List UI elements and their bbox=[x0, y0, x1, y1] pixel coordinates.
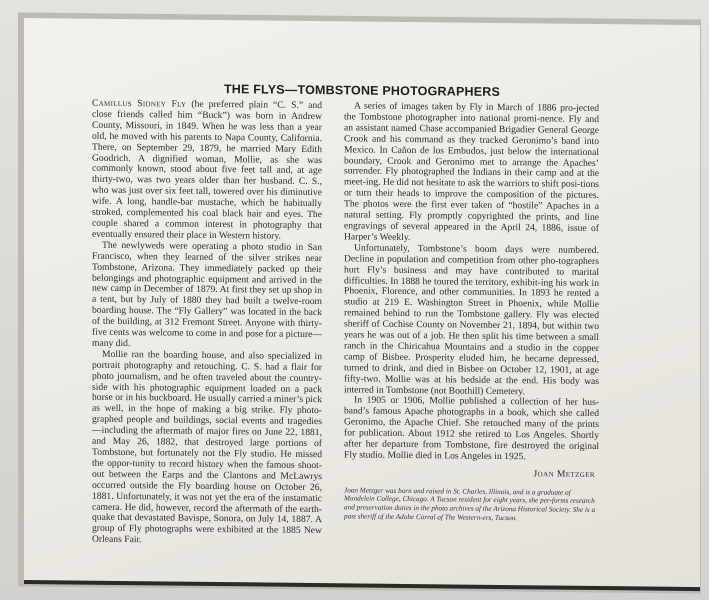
left-column bbox=[92, 99, 322, 549]
paragraph: Mollie ran the boarding house, and also specialized in portrait photography and retouching. C. S. had a flair for photo journalism, and he often traveled about the country-side with his photographic equipment loaded on a pack horse or in his buckboard. He usually carried a miner’s pick as well, in the hope of making a big strike. Fly photo-graphed people and buildings, social events and tragedies—including the aftermath of major fires on June 22, 1881, and May 26, 1882, that destroyed large portions of Tombstone, but fortunately not the Fly studio. He missed the oppor-tunity to record history when the famous shoot-out between the Earps and the Clantons and McLawrys occurred outside the Fly boarding house on October 26, 1881. Unfortunately, it was not yet the era of the instamatic camera. He did, however, record the aftermath of the earth-quake that devastated Bavispe, Sonora, on July 14, 1887. A group of Fly photographs were exhibited at the 1885 New Orleans Fair. bbox=[92, 348, 322, 546]
paragraph: In 1905 or 1906, Mollie published a collection of her hus-band’s famous Apache photographs in a book, which she called Geronimo, the Apache Chief. She retouched many of the prints for publication. About 1912 she retired to Los Angeles. Shortly after her departure from Tombstone, fire destroyed the original Fly studio. Mollie died in Los Angeles in 1925. bbox=[344, 394, 599, 463]
page-title: THE FLYS—TOMBSTONE PHOTOGRAPHERS bbox=[223, 82, 501, 99]
paragraph: Unfortunately, Tombstone’s boom days were numbered. Decline in population and competition from other pho-tographers hurt Fly’s business and may have contributed to marital difficulties. In 1888 he toured the territory, exhibit-ing his work in Phoenix, Florence, and other communities. In 1893 he rented a studio at 219 E. Washington Street in Phoenix, while Mollie remained behind to run the Tombstone gallery. Fly was elected sheriff of Cochise County on November 21, 1894, but within two years he was out of a job. He then split his time between a small ranch in the Chiricahua Mountains and a studio in the copper camp of Bisbee. Prosperity eluded him, he became depressed, turned to drink, and died in Bisbee on October 12, 1901, at age fifty-two. Mollie was at his bedside at the end. His body was interred in Tombstone (not Boothill) Cemetery. bbox=[344, 242, 599, 397]
author-signature: Joan Metzger bbox=[533, 468, 595, 480]
exhibit-panel bbox=[24, 18, 700, 591]
author-bio: Joan Metzger was born and raised in St. Charles, Illinois, and is a graduate of Mundelein College, Chicago. A Tucson resident for eight years, she per-forms research and preservation duties in the photo archives of the Arizona Historical Society. She is a past sheriff of the Adobe Corral of The Western-ers, Tucson. bbox=[344, 486, 596, 522]
paragraph bbox=[92, 99, 322, 243]
paragraph: A series of images taken by Fly in March of 1886 pro-jected the Tombstone photographer into national promi-nence. Fly and an assistant named Chase accompanied Brigadier General George Crook and his command as they tracked Geronimo’s band into Mexico. In Cañon de los Embudos, just below the international boundary, Crook and Geronimo met to arrange the Apaches’ surrender. Fly photographed the Indians in their camp and at the meet-ing. He did not hesitate to ask the warriors to shift posi-tions or turn their heads to improve the composition of the pictures. The photos were the first ever taken of “hostile” Apaches in a natural setting. Fly promptly copyrighted the prints, and line engravings of several appeared in the April 24, 1886, issue of Harper’s Weekly. bbox=[344, 100, 599, 243]
paragraph: The newlyweds were operating a photo studio in San Francisco, when they learned of the silver strikes near Tombstone, Arizona. They immediately packed up their belongings and photographic equipment and arrived in the new camp in December of 1879. At first they set up shop in a tent, but by July of 1880 they had built a twelve-room boarding house. The “Fly Gallery” was located in the back of the building, at 312 Fremont Street. Anyone with thirty-five cents was welcome to come in and pose for a picture—many did. bbox=[92, 239, 322, 350]
paragraph-text: (he preferred plain “C. S.” and close friends called him “Buck”) was born in Andrew County, Missouri, in 1849. When he was less than a year old, he moved with his parents to Napa County, California. There, on September 29, 1879, he married Mary Edith Goodrich. A dignified woman, Mollie, as she was commonly known, stood about five feet tall and, at age thirty-two, was two years older than her husband. C. S., who was just over six feet tall, towered over his diminutive wife. A long, handle-bar mustache, which he habitually stroked, complemented his coal black hair and eyes. The couple shared a common interest in photography that eventually ensured their place in Western history. bbox=[92, 98, 322, 242]
author-name-smallcaps: Camillus Sidney Fly bbox=[92, 97, 187, 110]
right-column bbox=[344, 101, 599, 523]
